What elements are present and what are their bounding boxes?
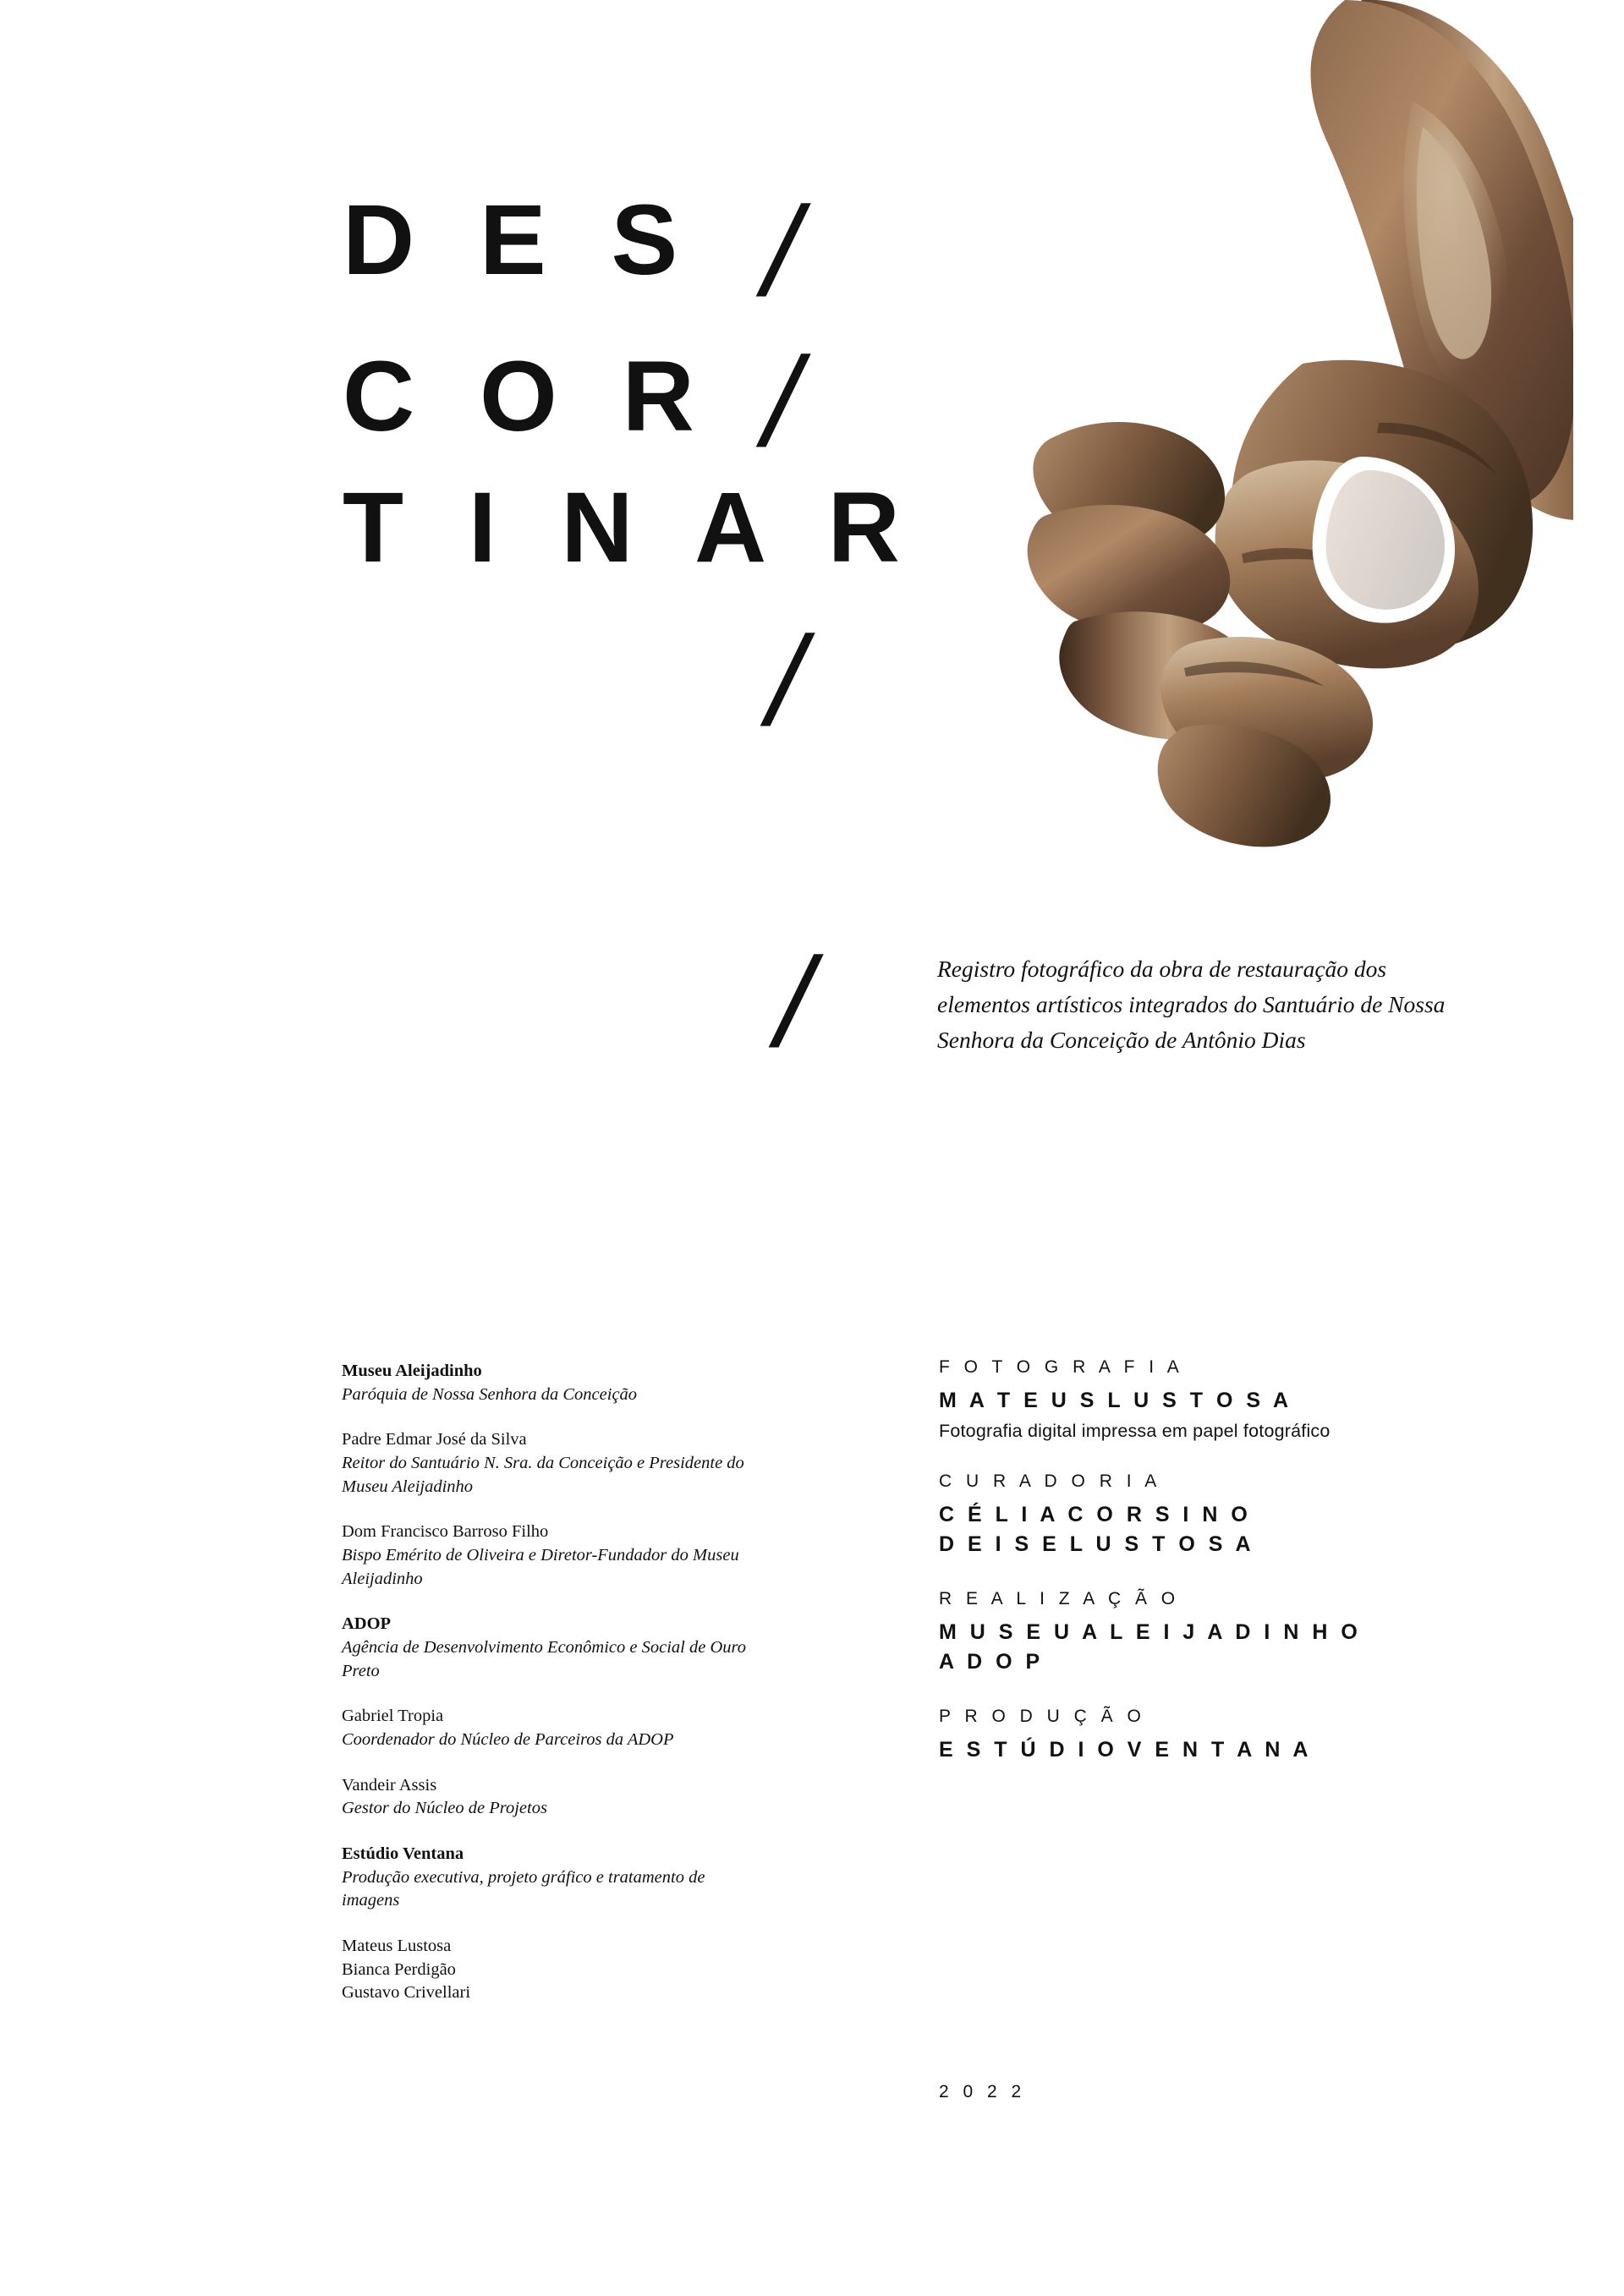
- hand-sculpture-photo: [905, 0, 1573, 922]
- credit-block-heading: R E A L I Z A Ç Ã O: [939, 1588, 1180, 1608]
- credit-name: Dom Francisco Barroso Filho: [342, 1522, 549, 1542]
- credit-block-name: C É L I A C O R S I N O: [939, 1502, 1252, 1526]
- credit-name: Gabriel Tropia: [342, 1707, 444, 1726]
- credit-name: Padre Edmar José da Silva: [342, 1430, 527, 1449]
- credits-left-column: [342, 1360, 748, 2027]
- year-label: 2 0 2 2: [939, 2082, 1026, 2101]
- credit-block-name: D E I S E L U S T O S A: [939, 1532, 1254, 1557]
- slash-icon: /: [754, 610, 820, 752]
- title-line-3: T I N A R: [343, 472, 919, 584]
- credit-role: Coordenador do Núcleo de Parceiros da ADOP: [342, 1730, 674, 1750]
- credit-block: [939, 1707, 1413, 1766]
- credit-name: ADOP: [342, 1614, 392, 1634]
- credits-right-column: [939, 1357, 1413, 1794]
- credit-role: Gestor do Núcleo de Projetos: [342, 1799, 547, 1818]
- slash-icon: /: [750, 180, 816, 322]
- credit-block-heading: P R O D U Ç Ã O: [939, 1706, 1146, 1726]
- credit-block-name: A D O P: [939, 1650, 1044, 1674]
- credit-role: Agência de Desenvolvimento Econômico e Social de Ouro Preto: [342, 1638, 746, 1680]
- credit-block-name: M U S E U A L E I J A D I N H O: [939, 1619, 1362, 1644]
- credit-block-heading: F O T O G R A F I A: [939, 1357, 1184, 1377]
- credit-role: Paróquia de Nossa Senhora da Conceição: [342, 1384, 638, 1404]
- credit-role: Bispo Emérito de Oliveira e Diretor-Fundador do Museu Aleijadinho: [342, 1546, 739, 1588]
- credit-block: [939, 1471, 1413, 1560]
- title-line-2: C O R: [343, 341, 713, 452]
- credit-entry: [342, 1428, 748, 1499]
- credit-entry: [342, 1935, 748, 2005]
- credit-name: Museu Aleijadinho: [342, 1362, 482, 1380]
- title-line-1: D E S: [343, 184, 697, 296]
- credit-role: Reitor do Santuário N. Sra. da Conceição e Presidente do Museu Aleijadinho: [342, 1454, 744, 1496]
- credit-name: Mateus Lustosa Bianca Perdigão Gustavo Crivellari: [342, 1937, 471, 2003]
- slash-icon: /: [763, 931, 829, 1073]
- credit-entry: [342, 1360, 748, 1406]
- credit-role: Produção executiva, projeto gráfico e tratamento de imagens: [342, 1867, 705, 1910]
- slash-icon: /: [750, 331, 816, 473]
- credit-block-name: E S T Ú D I O V E N T A N A: [939, 1737, 1312, 1762]
- credit-entry: [342, 1843, 748, 1913]
- credit-entry: [342, 1705, 748, 1751]
- poster-subtitle: Registro fotográfico da obra de restauração dos elementos artísticos integrados do Santuário de Nossa Senhora da Conceição de Antônio Dias: [937, 956, 1446, 1053]
- credit-block: [939, 1357, 1413, 1443]
- credit-block-heading: C U R A D O R I A: [939, 1471, 1161, 1491]
- credit-name: Vandeir Assis: [342, 1775, 437, 1795]
- credit-block-name: M A T E U S L U S T O S A: [939, 1389, 1292, 1412]
- credit-entry: [342, 1521, 748, 1591]
- credit-entry: [342, 1774, 748, 1821]
- credit-block-note: Fotografia digital impressa em papel fotográfico: [939, 1420, 1330, 1441]
- credit-entry: [342, 1613, 748, 1683]
- credit-block: [939, 1589, 1413, 1678]
- credit-name: Estúdio Ventana: [342, 1844, 464, 1864]
